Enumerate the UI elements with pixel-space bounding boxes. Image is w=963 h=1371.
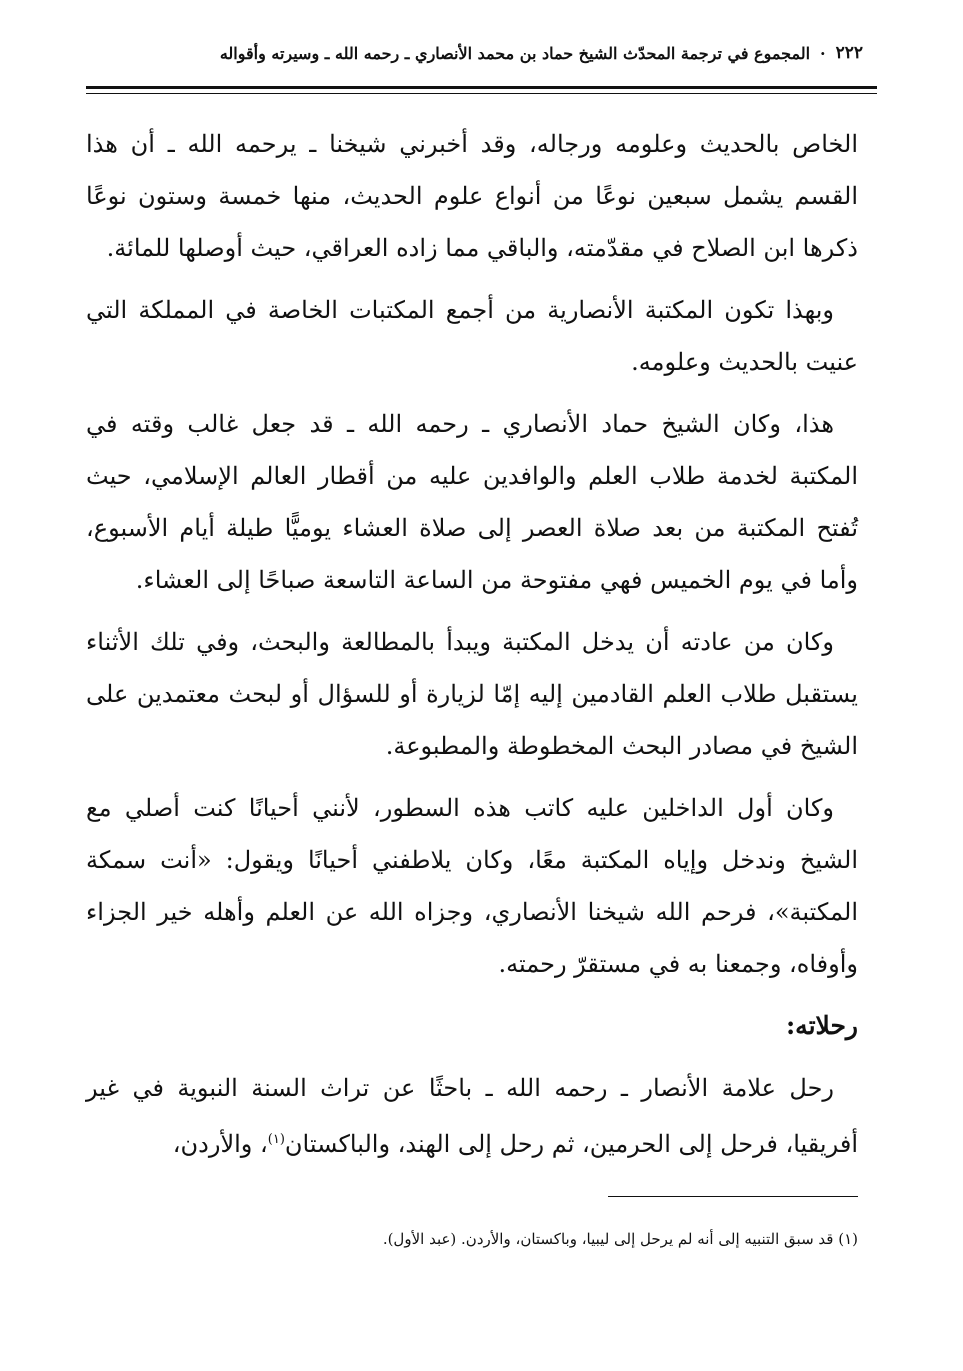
paragraph-2: وبهذا تكون المكتبة الأنصارية من أجمع المكتبات الخاصة في المملكة التي عنيت بالحديث وعلومه.	[86, 296, 858, 376]
section-heading: رحلاته:	[785, 1011, 858, 1040]
footnote-marker: (١)	[267, 1132, 285, 1147]
header-rule-thin	[86, 93, 877, 94]
body-text	[86, 118, 858, 1180]
paragraph-4: وكان من عادته أن يدخل المكتبة ويبدأ بالمطالعة والبحث، وفي تلك الأثناء يستقبل طلاب العلم القادمين إليه إمّا لزيارة أو للسؤال أو لبحث معتمدين على الشيخ في مصادر البحث المخطوطة والمطبوعة.	[86, 628, 858, 760]
page-number: ٢٢٢	[835, 43, 863, 63]
paragraph-1: الخاص بالحديث وعلومه ورجاله، وقد أخبرني شيخنا ـ يرحمه الله ـ أن هذا القسم يشمل سبعين نوعًا من أنواع علوم الحديث، منها خمسة وستون نوعًا ذكرها ابن الصلاح في مقدّمته، والباقي مما زاده العراقي، حيث أوصلها للمائة.	[86, 130, 858, 262]
header-separator: ·	[820, 43, 826, 63]
running-header	[100, 38, 863, 68]
header-rule-thick	[86, 86, 877, 89]
paragraph-5: وكان أول الداخلين عليه كاتب هذه السطور، لأنني أحيانًا كنت أصلي مع الشيخ وندخل وإياه المكتبة معًا، وكان يلاطفني أحيانًا ويقول: «أنت سمكة المكتبة»، فرحم الله شيخنا الأنصاري، وجزاه الله عن العلم وأهله خير الجزاء وأوفاه، وجمعنا به في مستقرّ رحمته.	[86, 794, 858, 978]
footnote-rule	[608, 1196, 858, 1197]
header-title: المجموع في ترجمة المحدّث الشيخ حماد بن محمد الأنصاري ـ رحمه الله ـ وسيرته وأقواله	[219, 43, 811, 63]
paragraph-3: هذا، وكان الشيخ حماد الأنصاري ـ رحمه الله ـ قد جعل غالب وقته في المكتبة لخدمة طلاب العلم والوافدين عليه من أقطار العالم الإسلامي، حيث تُفتح المكتبة من بعد صلاة العصر إلى صلاة العشاء يوميًّا طيلة أيام الأسبوع، وأما في يوم الخميس فهي مفتوحة من الساعة التاسعة صباحًا إلى العشاء.	[86, 410, 858, 594]
paragraph-6-text-end: ، والأردن،	[172, 1130, 268, 1158]
paragraph-6-text: رحل علامة الأنصار ـ رحمه الله ـ باحثًا عن تراث السنة النبوية في غير أفريقيا، فرحل إلى الحرمين، ثم رحل إلى الهند، والباكستان	[86, 1074, 858, 1158]
paragraph-6	[86, 1062, 858, 1170]
footnote: (١) قد سبق التنبيه إلى أنه لم يرحل إلى ليبيا، وباكستان، والأردن. (عبد الأول).	[382, 1230, 858, 1248]
